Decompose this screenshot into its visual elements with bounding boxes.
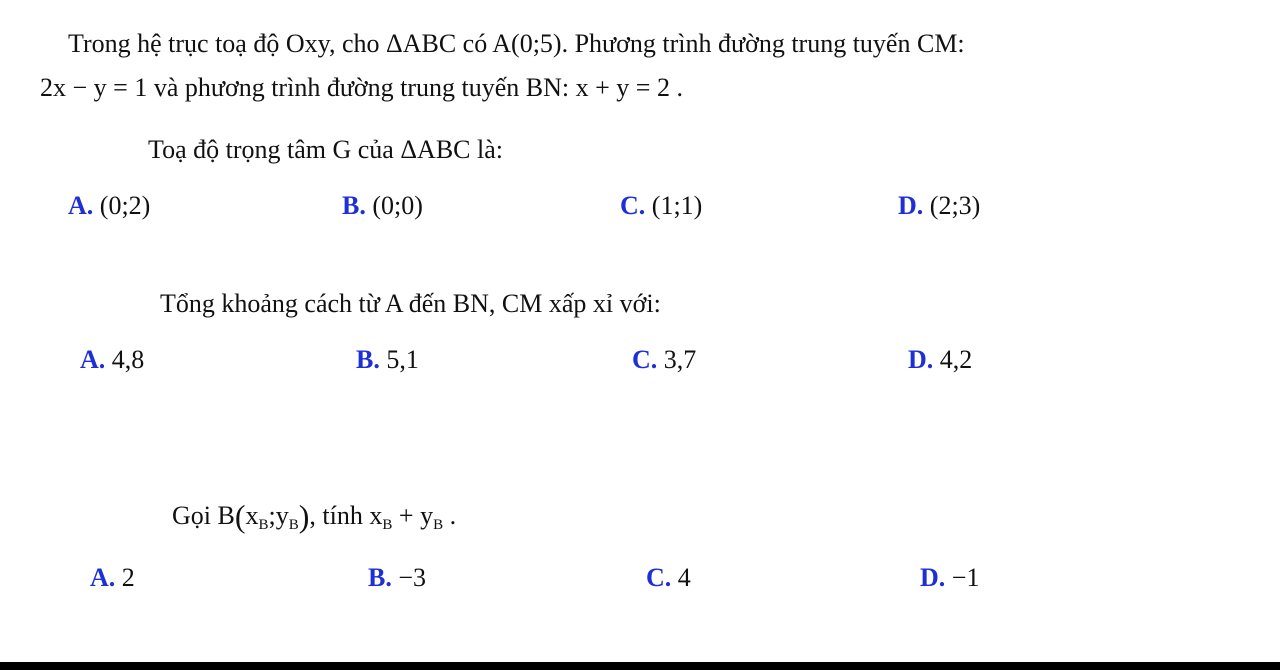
q3-prompt: Gọi $B(x_B;y_B)$, tính $x_B + y_B$ . xyxy=(172,498,457,534)
median-cm-equation: 2x − y = 1 xyxy=(40,73,148,102)
option-value: −1 xyxy=(951,563,980,592)
option-label: C. xyxy=(632,345,658,374)
q3-option-d[interactable] xyxy=(920,562,979,594)
option-value: (1;1) xyxy=(651,191,703,220)
q3-option-b[interactable] xyxy=(368,562,426,594)
q1-option-d[interactable] xyxy=(898,190,980,222)
q1-option-b[interactable] xyxy=(342,190,423,222)
q2-option-c[interactable] xyxy=(632,344,696,376)
option-value: 3,7 xyxy=(663,345,697,374)
problem-intro-line1: Trong hệ trục toạ độ Oxy, cho ΔABC có A(0;5). Phương trình đường trung tuyến CM: xyxy=(68,29,965,58)
option-value: 4 xyxy=(677,563,691,592)
option-label: B. xyxy=(342,191,366,220)
option-label: A. xyxy=(68,191,94,220)
option-value: (2;3) xyxy=(929,191,981,220)
option-label: A. xyxy=(80,345,106,374)
q3-option-c[interactable] xyxy=(646,562,691,594)
q1-option-c[interactable] xyxy=(620,190,702,222)
option-value: 4,8 xyxy=(111,345,145,374)
option-label: C. xyxy=(646,563,672,592)
option-value: (0;0) xyxy=(372,191,423,220)
q2-option-a[interactable] xyxy=(80,344,144,376)
option-value: 5,1 xyxy=(386,345,419,374)
option-label: D. xyxy=(898,191,924,220)
intro-line2-text: và phương trình đường trung tuyến BN: x + y = 2 . xyxy=(147,73,683,102)
option-label: B. xyxy=(356,345,380,374)
option-value: −3 xyxy=(398,563,427,592)
option-label: D. xyxy=(908,345,934,374)
q2-option-b[interactable] xyxy=(356,344,419,376)
q2-prompt: Tổng khoảng cách từ A đến BN, CM xấp xỉ với: xyxy=(160,289,661,318)
option-value: 4,2 xyxy=(939,345,973,374)
option-value: 2 xyxy=(121,563,135,592)
q2-option-d[interactable] xyxy=(908,344,972,376)
problem-intro-line2 xyxy=(40,72,683,104)
q3-option-a[interactable] xyxy=(90,562,135,594)
option-value: (0;2) xyxy=(99,191,151,220)
option-label: D. xyxy=(920,563,946,592)
option-label: B. xyxy=(368,563,392,592)
bottom-divider xyxy=(0,662,1280,670)
option-label: C. xyxy=(620,191,646,220)
q1-option-a[interactable] xyxy=(68,190,150,222)
q3-prompt-start: Gọi B xyxy=(172,501,235,530)
option-label: A. xyxy=(90,563,116,592)
q1-prompt: Toạ độ trọng tâm G của ΔABC là: xyxy=(148,135,503,164)
